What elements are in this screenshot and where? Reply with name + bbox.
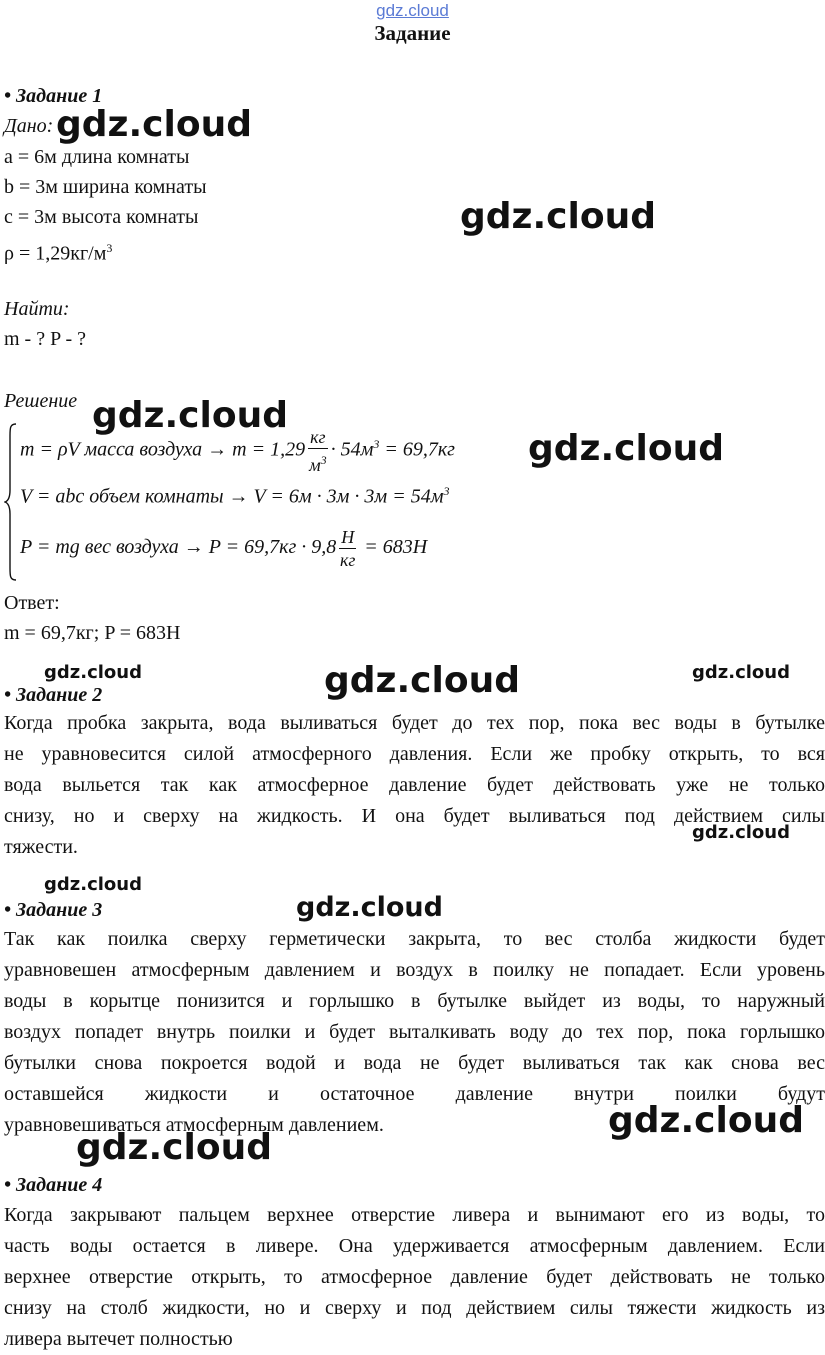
find-text: m - ? P - ? [4, 328, 87, 350]
eq1-tail: = 69,7кг [379, 438, 455, 461]
eq1-lhs: m = ρV масса воздуха → m = 1,29 [20, 438, 306, 461]
task3-line-5: бутылки снова покроется водой и вода не будет выливаться так как снова вес [4, 1052, 825, 1074]
task4-text [4, 1200, 825, 1355]
watermark: gdz.cloud [296, 892, 443, 923]
given-rho-text: ρ = 1,29кг/м [4, 242, 107, 265]
eq2-exp: 3 [443, 484, 450, 498]
eq1-rhs-exp: 3 [373, 436, 380, 451]
eq3-fraction [339, 526, 356, 571]
watermark: gdz.cloud [324, 660, 520, 701]
given-line-b: b = 3м ширина комнаты [4, 176, 207, 198]
equation-volume [20, 484, 449, 509]
task4-line-1: Когда закрывают пальцем верхнее отверстие ливера и вынимают его из воды, то [4, 1204, 825, 1226]
task1-title: • Задание 1 [4, 85, 103, 107]
answer-label: Ответ: [4, 592, 60, 614]
task3-line-2: уравновешен атмосферным давлением и воздух в поилку не попадает. Если уровень [4, 959, 825, 981]
task3-line-7: уравновешиваться атмосферным давлением. [4, 1114, 384, 1136]
task3-line-6: оставшейся жидкости и остаточное давление внутри поилки будут [4, 1083, 825, 1105]
eq1-fraction [308, 426, 327, 476]
eq1-num: кг [310, 427, 326, 447]
eq3-lhs: P = mg вес воздуха → P = 69,7кг · 9,8 [20, 536, 337, 559]
task2-line-1: Когда пробка закрыта, вода выливаться будет до тех пор, пока вес воды в бутылке [4, 712, 825, 734]
given-rho-exp: 3 [106, 241, 113, 255]
watermark: gdz.cloud [76, 1127, 272, 1168]
task3-title: • Задание 3 [4, 899, 103, 921]
watermark: gdz.cloud [528, 428, 724, 469]
task4-line-2: часть воды остается в ливере. Она удерживается атмосферным давлением. Если [4, 1235, 825, 1257]
answer-text: m = 69,7кг; P = 683Н [4, 622, 181, 644]
task3-line-1: Так как поилка сверху герметически закрыта, то вес столба жидкости будет [4, 928, 825, 950]
eq1-den: м [309, 455, 321, 475]
watermark: gdz.cloud [44, 662, 142, 683]
eq3-den: кг [340, 550, 356, 570]
eq3-num: Н [341, 527, 355, 547]
task2-title: • Задание 2 [4, 684, 103, 706]
task4-line-4: снизу на столб жидкости, но и сверху и под действием силы тяжести жидкость из [4, 1297, 825, 1319]
watermark: gdz.cloud [56, 104, 252, 145]
watermark: gdz.cloud [460, 196, 656, 237]
task4-line-3: верхнее отверстие открыть, то атмосферное давление будет действовать не только [4, 1266, 825, 1288]
task3-line-4: воздух попадет внутрь поилки и будет выталкивать воду до тех пор, пока горлышко [4, 1021, 825, 1043]
task2-line-5: тяжести. [4, 836, 78, 858]
equation-weight [20, 526, 427, 571]
given-line-c: c = 3м высота комнаты [4, 206, 199, 228]
task4-line-5: ливера вытечет полностью [4, 1328, 233, 1350]
task2-line-2: не уравновесится силой атмосферного давления. Если же пробку открыть, то вся [4, 743, 825, 765]
find-label: Найти: [4, 298, 70, 320]
eq1-den-exp: 3 [320, 453, 327, 467]
eq2-text: V = abc объем комнаты → V = 6м · 3м · 3м = 54м [20, 485, 444, 508]
watermark: gdz.cloud [692, 822, 790, 843]
solution-label: Решение [4, 390, 78, 412]
watermark: gdz.cloud [692, 662, 790, 683]
task2-line-4: снизу, но и сверху на жидкость. И она будет выливаться под действием силы [4, 805, 825, 827]
left-brace-icon [4, 422, 18, 582]
watermark: gdz.cloud [44, 874, 142, 895]
eq3-tail: = 683Н [359, 536, 428, 559]
eq1-den-wrap [308, 449, 327, 476]
task3-line-3: воды в корытце понизится и горлышко в бутылке выйдет из воды, то наружный [4, 990, 825, 1012]
task4-title: • Задание 4 [4, 1174, 103, 1196]
given-line-rho [4, 234, 112, 268]
eq1-rhs: · 54м [330, 438, 374, 461]
given-label: Дано: [4, 115, 54, 137]
equation-system [4, 422, 564, 582]
task2-line-3: вода выльется так как атмосферное давление будет действовать уже не только [4, 774, 825, 796]
page-title: Задание [374, 21, 451, 45]
site-watermark-link[interactable]: gdz.cloud [376, 1, 449, 20]
watermark: gdz.cloud [608, 1100, 804, 1141]
given-line-a: a = 6м длина комнаты [4, 146, 190, 168]
watermark: gdz.cloud [92, 395, 288, 436]
